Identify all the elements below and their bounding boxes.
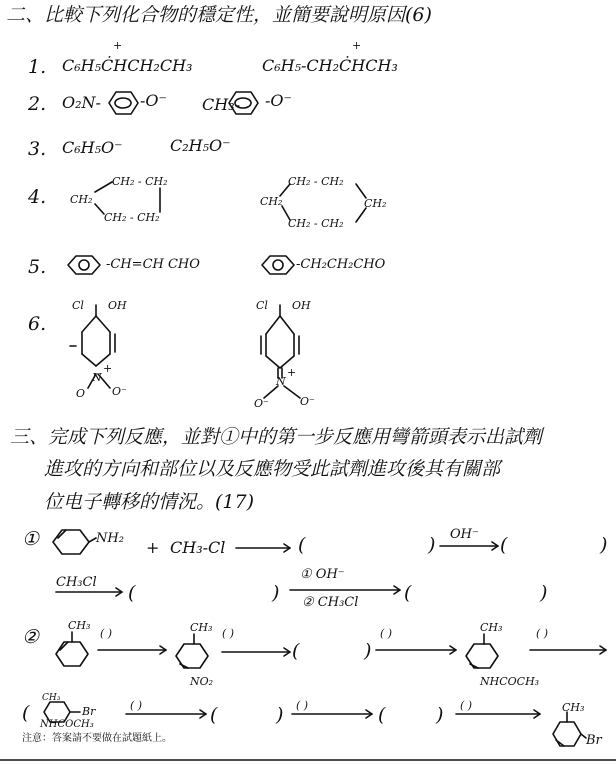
r2-ring-nitro bbox=[176, 634, 208, 668]
item6-a-cl: Cl bbox=[72, 299, 84, 312]
item6-number: 6. bbox=[28, 313, 47, 335]
r1-plus: + bbox=[146, 538, 160, 557]
item4-a-left: CH₂ bbox=[70, 193, 93, 206]
section2-title: 二、比較下列化合物的穩定性，並簡要說明原因(6) bbox=[6, 4, 432, 26]
item6-b-cl: Cl bbox=[256, 299, 268, 312]
item3-compound-a: C₆H₅O⁻ bbox=[62, 138, 123, 157]
r2-blank-2: ( ) bbox=[222, 627, 235, 640]
item4-a-bottom: CH₂ - CH₂ bbox=[104, 211, 160, 224]
item1-a-charge: + bbox=[113, 39, 123, 52]
item4-b-left: CH₂ bbox=[260, 195, 283, 208]
item5-compound-a: -CH=CH CHO bbox=[106, 257, 200, 272]
r1-paren-open-1: ( bbox=[298, 534, 306, 556]
r2-ch3-2: CH₃ bbox=[190, 621, 213, 634]
item6-b-oh: OH bbox=[292, 299, 311, 312]
item5-number: 5. bbox=[28, 256, 47, 278]
r1-paren-close-4: ) bbox=[540, 582, 548, 604]
r2-nhcoch3-1: NHCOCH₃ bbox=[480, 675, 540, 688]
item6-b-o2: O⁻ bbox=[300, 395, 315, 408]
item3-compound-b: C₂H₅O⁻ bbox=[170, 136, 231, 155]
item5-compound-b: -CH₂CH₂CHO bbox=[296, 257, 386, 272]
item4-b-right: CH₂ bbox=[364, 197, 387, 210]
r1-paren-open-3: ( bbox=[128, 582, 136, 604]
r2-blank-7: ( ) bbox=[460, 699, 473, 712]
item4-bonds bbox=[95, 182, 366, 222]
item6-structure-b bbox=[261, 305, 300, 398]
item6-a-n: N bbox=[92, 371, 102, 384]
r2-blank-4: ( ) bbox=[536, 627, 549, 640]
r1-condition-top: ① OH⁻ bbox=[300, 567, 345, 582]
r1-paren-close-3: ) bbox=[272, 582, 280, 604]
item2-b-group: CH₃- bbox=[202, 95, 241, 114]
item2-number: 2. bbox=[28, 93, 47, 115]
r2-ring-final bbox=[553, 712, 586, 746]
item2-a-group: O₂N- bbox=[62, 93, 101, 112]
r2-paren-open-2: ( bbox=[210, 704, 218, 726]
section3-title-line1: 三、完成下列反應，並對①中的第一步反應用彎箭頭表示出試劑 bbox=[10, 426, 543, 448]
item4-b-bottom: CH₂ - CH₂ bbox=[288, 217, 344, 230]
footer-note: 注意：答案請不要做在試題紙上。 bbox=[22, 733, 172, 744]
r1-oh-condition: OH⁻ bbox=[450, 527, 479, 542]
r2-br-final: Br bbox=[586, 733, 602, 748]
r2-paren-open-3: ( bbox=[378, 704, 386, 726]
r1-aniline-ring bbox=[53, 530, 96, 554]
r2-paren-close-1: ) bbox=[364, 640, 372, 662]
item1-b-charge: + bbox=[352, 39, 362, 52]
item5-ring-a bbox=[68, 256, 100, 274]
r1-paren-close-1: ) bbox=[428, 534, 436, 556]
item6-a-plus: + bbox=[103, 362, 113, 375]
r1-number: ① bbox=[22, 528, 40, 550]
r1-paren-open-2: ( bbox=[500, 534, 508, 556]
item1-compound-a: C₆H₅ĊHCH₂CH₃ bbox=[62, 56, 193, 75]
item6-b-n: N bbox=[276, 375, 286, 388]
r1-reagent: CH₃-Cl bbox=[170, 538, 226, 557]
r2-no2: NO₂ bbox=[190, 675, 214, 688]
section3-title-line2: 進攻的方向和部位以及反應物受此試劑進攻後其有關部 bbox=[44, 458, 501, 480]
r1-ch3cl-condition: CH₃Cl bbox=[56, 575, 97, 590]
item6-a-o2: O⁻ bbox=[112, 385, 127, 398]
r2-ch3-1: CH₃ bbox=[68, 619, 91, 632]
r2-blank-1: ( ) bbox=[100, 627, 113, 640]
item3-number: 3. bbox=[28, 138, 47, 160]
r2-arrows bbox=[98, 646, 606, 718]
r2-ch3-3: CH₃ bbox=[480, 621, 503, 634]
item1-compound-b: C₆H₅-CH₂ĊHCH₃ bbox=[262, 56, 398, 75]
r2-blank-6: ( ) bbox=[296, 699, 309, 712]
r1-paren-close-2: ) bbox=[600, 534, 608, 556]
item4-number: 4. bbox=[28, 186, 47, 208]
r1-paren-open-4: ( bbox=[404, 582, 412, 604]
r1-condition-bottom: ② CH₃Cl bbox=[302, 595, 359, 610]
r2-blank-5: ( ) bbox=[130, 699, 143, 712]
r2-ch3-4: CH₃ bbox=[42, 693, 61, 703]
r2-paren-close-2: ) bbox=[276, 704, 284, 726]
r2-ch3-5: CH₃ bbox=[562, 701, 585, 714]
item2-b-ion: -O⁻ bbox=[265, 91, 292, 110]
r2-number: ② bbox=[22, 626, 40, 648]
section3-title-line3: 位电子轉移的情況。(17) bbox=[44, 491, 255, 513]
r2-paren-open-1: ( bbox=[292, 640, 300, 662]
item6-a-o1: O bbox=[76, 387, 86, 400]
item5-ring-b bbox=[262, 256, 294, 274]
item6-b-o1: O⁻ bbox=[254, 397, 269, 410]
r2-paren-close-3: ) bbox=[436, 704, 444, 726]
item4-b-top: CH₂ - CH₂ bbox=[288, 175, 344, 188]
item6-b-plus: + bbox=[287, 366, 297, 379]
r2-ring-bromo bbox=[44, 702, 80, 722]
item1-number: 1. bbox=[28, 56, 47, 78]
r2-paren-open-start: ( bbox=[22, 702, 30, 724]
item6-structure-a bbox=[70, 305, 115, 388]
item4-a-top: CH₂ - CH₂ bbox=[112, 175, 168, 188]
r2-blank-3: ( ) bbox=[380, 627, 393, 640]
item6-a-oh: OH bbox=[108, 299, 127, 312]
item2-ring-b bbox=[229, 92, 258, 114]
r2-ring-acetanilide bbox=[466, 634, 498, 668]
r2-ring-toluene bbox=[56, 632, 88, 666]
item2-ring-a bbox=[109, 92, 138, 114]
r2-nhcoch3-2: NHCOCH₃ bbox=[40, 719, 94, 730]
r2-br-1: Br bbox=[82, 705, 96, 718]
item2-a-ion: -O⁻ bbox=[140, 91, 167, 110]
r1-nh2-label: NH₂ bbox=[96, 531, 124, 546]
